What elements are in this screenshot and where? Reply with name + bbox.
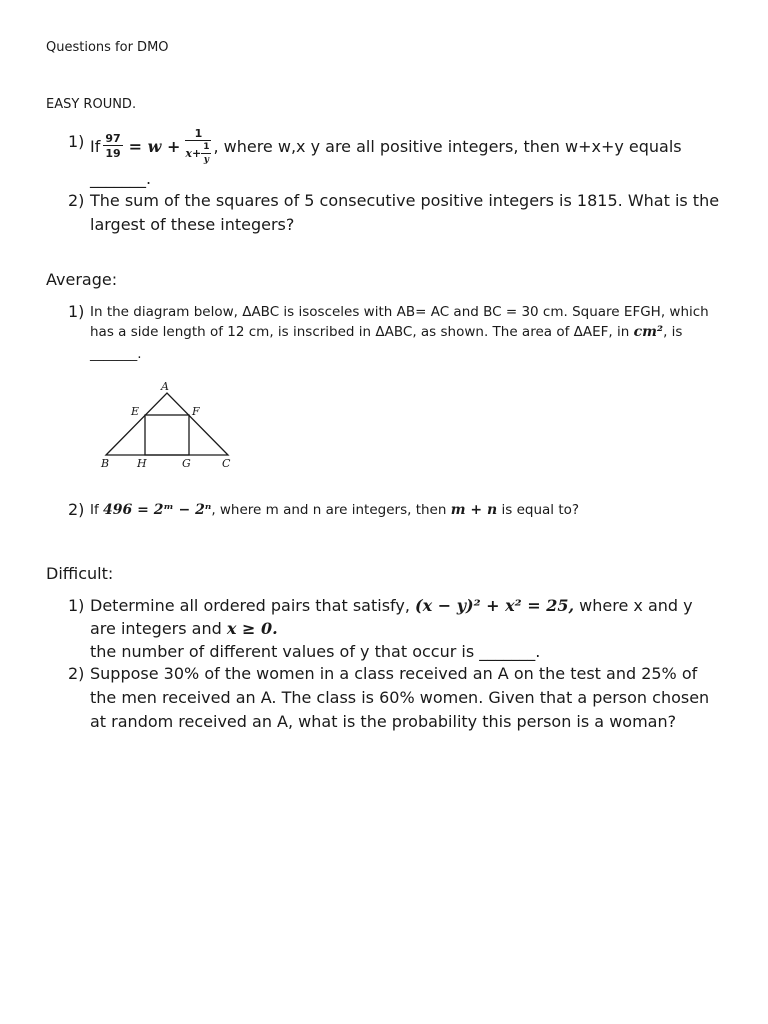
cf-inner-fraction [201,143,211,165]
cf-inner-denominator: y [203,154,209,165]
difficult-q1-equation: (x − y)² + x² = 25, [415,596,575,615]
cf-inner-numerator: 1 [203,141,210,152]
average-q2-suffix: is equal to? [501,502,580,518]
average-q1-number: 1) [68,302,85,321]
label-e: E [131,405,140,418]
easy-q2-number: 2) [68,191,85,210]
cf-numerator: 1 [185,128,211,141]
label-b: B [101,457,110,470]
easy-round-heading: EASY ROUND. [46,97,137,112]
fraction-denominator: 19 [105,147,121,160]
label-h: H [137,457,147,470]
easy-q1-suffix: , where w,x y are all positive integers, then w+x+y equals [213,136,682,156]
average-q1-line2 [90,324,682,340]
easy-q1-continued-fraction [185,128,211,165]
easy-q1-fraction [103,133,122,159]
average-q2-number: 2) [68,500,85,519]
average-q1-unit: cm² [633,324,664,340]
average-q1-line1: In the diagram below, ΔABC is isosceles with AB= AC and BC = 30 cm. Square EFGH, which [90,304,709,320]
difficult-q2-line2: the men received an A. The class is 60% women. Given that a person chosen [90,688,710,707]
cf-denominator-term: x+ [185,147,202,160]
average-heading: Average: [46,270,118,289]
label-f: F [192,405,200,418]
cf-denominator [185,141,211,165]
average-q1-line2-end: , is [663,324,683,340]
difficult-q1-line1-end: where x and y [579,596,693,615]
difficult-q2-number: 2) [68,664,85,683]
easy-q1-prefix: If [90,136,101,156]
triangle-diagram [96,378,246,473]
fraction-numerator: 97 [105,132,121,145]
average-q2-line [90,502,579,518]
difficult-q1-number: 1) [68,596,85,615]
label-g: G [182,457,191,470]
average-q2-expression: m + n [450,502,498,518]
difficult-q1-line2 [90,619,278,638]
square-efgh [145,415,189,455]
easy-q1-equation-mid: = w + [128,136,181,156]
easy-q1-answer-blank: _______. [90,169,152,188]
difficult-q1-line3: the number of different values of y that occur is _______. [90,642,541,661]
average-q2-prefix: If [90,502,99,518]
triangle-abc [106,393,228,455]
difficult-heading: Difficult: [46,564,114,583]
difficult-q1-condition: x ≥ 0. [226,619,278,638]
average-q1-answer-blank: _______. [90,346,142,362]
difficult-q2-line1: Suppose 30% of the women in a class received an A on the test and 25% of [90,664,698,683]
document-title: Questions for DMO [46,40,169,55]
easy-q1-number: 1) [68,132,85,151]
label-c: C [222,457,231,470]
difficult-q2-line3: at random received an A, what is the probability this person is a woman? [90,712,677,731]
difficult-q1-line1 [90,596,693,615]
easy-q1-line1 [90,124,682,168]
average-q2-mid: , where m and n are integers, then [211,502,447,518]
average-q1-line2-text: has a side length of 12 cm, is inscribed in ΔABC, as shown. The area of ΔAEF, in [90,324,630,340]
easy-q2-line1: The sum of the squares of 5 consecutive positive integers is 1815. What is the [90,191,720,210]
average-q2-equation: 496 = 2ᵐ − 2ⁿ [103,502,212,518]
label-a: A [161,380,169,393]
difficult-q1-line2-text: are integers and [90,619,222,638]
easy-q2-line2: largest of these integers? [90,215,295,234]
difficult-q1-line1-text: Determine all ordered pairs that satisfy, [90,596,410,615]
